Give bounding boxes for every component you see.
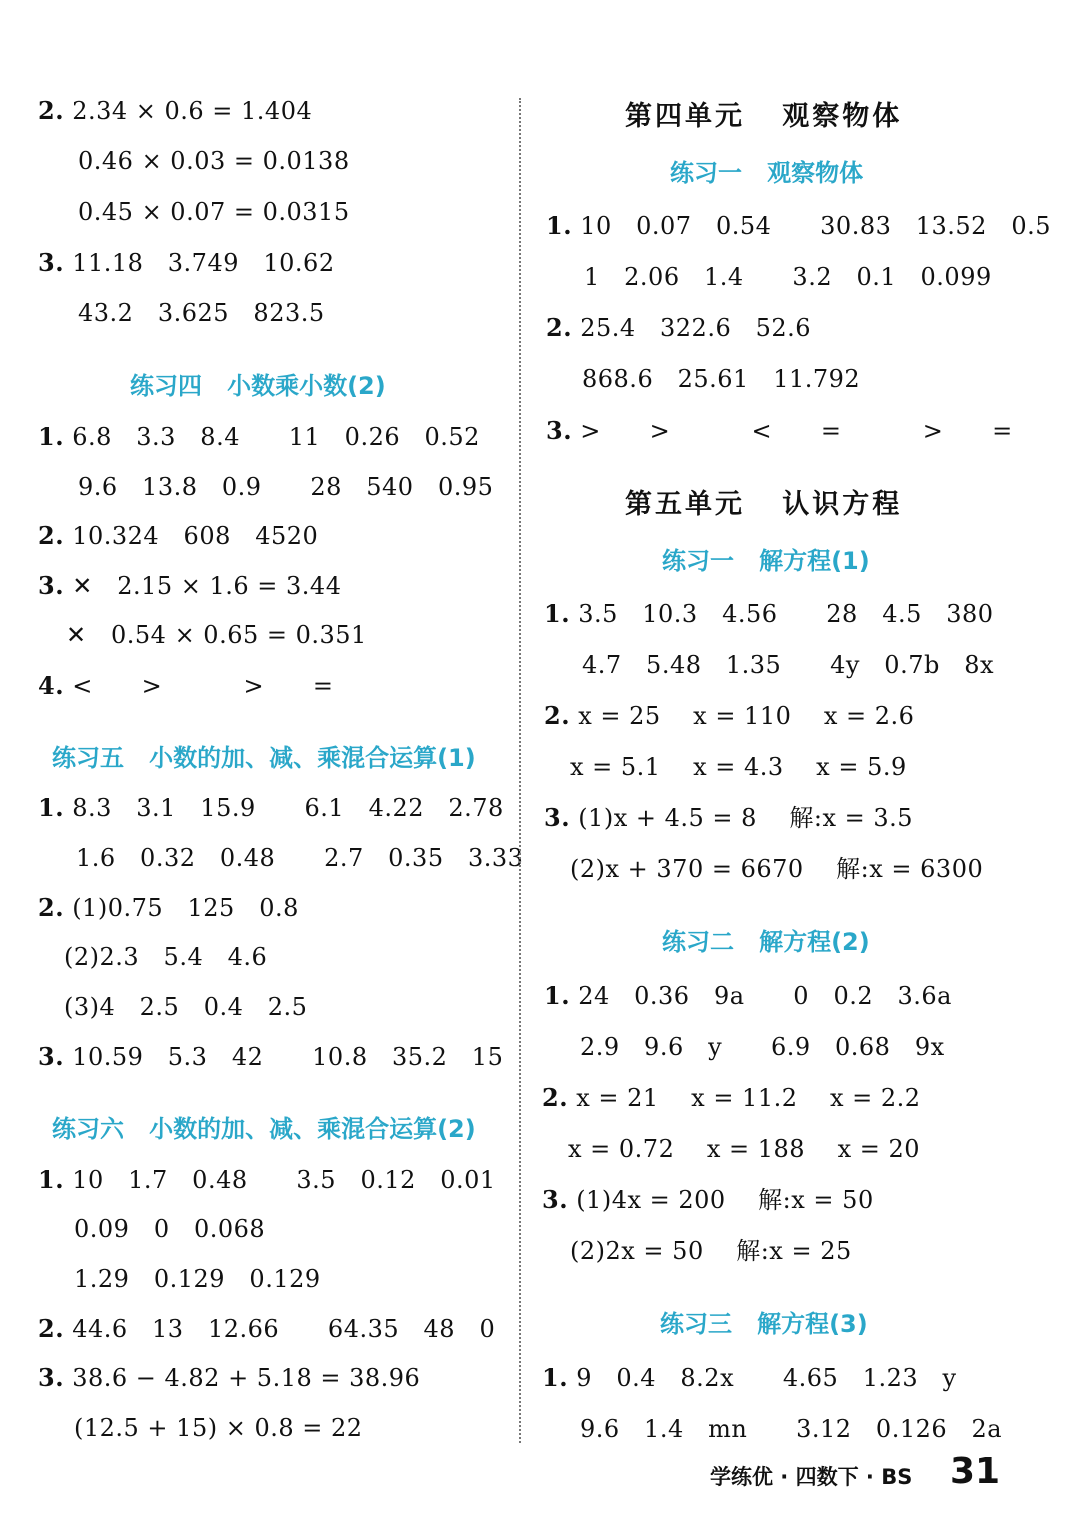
answer-text: (2)2.3 5.4 4.6: [64, 943, 268, 971]
answer-line: [64, 942, 267, 972]
answer-text: 1.6 0.32 0.48 2.7 0.35 3.33: [76, 844, 524, 872]
answer-text: (1)4x = 200 解:x = 50: [568, 1186, 874, 1214]
question-number: 1.: [544, 981, 571, 1010]
answer-text: 38.6 − 4.82 + 5.18 = 38.96: [64, 1364, 421, 1392]
answer-line: [584, 262, 992, 292]
answer-line: [544, 803, 913, 833]
answer-line: [542, 1185, 874, 1215]
answer-line: [38, 1314, 495, 1344]
question-number: 1.: [38, 1165, 65, 1194]
answer-line: [78, 298, 325, 328]
page-number: 31: [950, 1451, 1001, 1492]
answer-line: [38, 1042, 503, 1072]
answer-line: [542, 1083, 921, 1113]
answer-line: [38, 1165, 496, 1195]
answer-line: [38, 571, 341, 601]
answer-line: [38, 1363, 420, 1393]
answer-text: 1.29 0.129 0.129: [74, 1265, 321, 1293]
question-number: 2.: [546, 313, 573, 342]
answer-text: 2.9 9.6 y 6.9 0.68 9x: [580, 1033, 945, 1061]
answer-line: [38, 671, 333, 701]
answer-text: ✕ 2.15 × 1.6 = 3.44: [64, 572, 342, 600]
answer-text: 9.6 13.8 0.9 28 540 0.95: [78, 473, 494, 501]
answer-text: x = 21 x = 11.2 x = 2.2: [568, 1084, 921, 1112]
answer-text: 2.34 × 0.6 = 1.404: [64, 97, 313, 125]
exercise-heading: 练习五 小数的加、减、乘混合运算(1): [52, 744, 476, 772]
question-number: 3.: [38, 1363, 65, 1392]
answer-text: 4.7 5.48 1.35 4y 0.7b 8x: [582, 651, 995, 679]
answer-line: [78, 197, 350, 227]
question-number: 3.: [546, 416, 573, 445]
exercise-heading: 练习一 解方程(1): [662, 547, 870, 575]
question-number: 3.: [38, 1042, 65, 1071]
question-number: 2.: [544, 701, 571, 730]
answer-line: [544, 599, 994, 629]
question-number: 4.: [38, 671, 65, 700]
answer-text: < > > =: [64, 672, 334, 700]
answer-text: 3.5 10.3 4.56 28 4.5 380: [570, 600, 994, 628]
answer-text: x = 0.72 x = 188 x = 20: [568, 1135, 921, 1163]
footer-book-title: 学练优 · 四数下 · BS: [710, 1465, 913, 1489]
answer-line: [66, 620, 367, 650]
answer-line: [78, 472, 493, 502]
answer-line: [542, 1363, 957, 1393]
answer-line: [38, 422, 480, 452]
exercise-heading: 练习三 解方程(3): [660, 1310, 868, 1338]
answer-line: [580, 1414, 1002, 1444]
question-number: 2.: [38, 1314, 65, 1343]
question-number: 3.: [542, 1185, 569, 1214]
answer-text: 0.45 × 0.07 = 0.0315: [78, 198, 350, 226]
answer-text: 10.324 608 4520: [64, 522, 319, 550]
answer-line: [544, 701, 914, 731]
exercise-heading: 练习二 解方程(2): [662, 928, 870, 956]
answer-text: 43.2 3.625 823.5: [78, 299, 325, 327]
exercise-heading: 练习六 小数的加、减、乘混合运算(2): [52, 1115, 476, 1143]
answer-line: [38, 96, 312, 126]
question-number: 2.: [38, 893, 65, 922]
answer-line: [570, 752, 907, 782]
answer-text: 44.6 13 12.66 64.35 48 0: [64, 1315, 496, 1343]
answer-text: > > < = > =: [572, 417, 1013, 445]
answer-text: (1)0.75 125 0.8: [64, 894, 299, 922]
unit-heading: 第五单元 认识方程: [625, 489, 903, 520]
answer-text: (2)2x = 50 解:x = 25: [570, 1237, 852, 1265]
answer-text: 0.46 × 0.03 = 0.0138: [78, 147, 350, 175]
answer-line: [570, 1236, 852, 1266]
answer-line: [570, 854, 983, 884]
question-number: 1.: [542, 1363, 569, 1392]
answer-line: [74, 1214, 265, 1244]
answer-text: 1 2.06 1.4 3.2 0.1 0.099: [584, 263, 992, 291]
answer-text: 9.6 1.4 mn 3.12 0.126 2a: [580, 1415, 1003, 1443]
answer-text: 25.4 322.6 52.6: [572, 314, 812, 342]
answer-text: 10.59 5.3 42 10.8 35.2 15: [64, 1043, 504, 1071]
question-number: 3.: [544, 803, 571, 832]
answer-text: (12.5 + 15) × 0.8 = 22: [74, 1414, 363, 1442]
question-number: 1.: [544, 599, 571, 628]
answer-text: 8.3 3.1 15.9 6.1 4.22 2.78: [64, 794, 504, 822]
answer-text: 10 0.07 0.54 30.83 13.52 0.5: [572, 212, 1052, 240]
answer-line: [38, 521, 318, 551]
column-divider: [519, 98, 521, 1443]
answer-line: [546, 416, 1013, 446]
exercise-heading: 练习四 小数乘小数(2): [130, 372, 386, 400]
unit-heading: 第四单元 观察物体: [625, 101, 903, 132]
answer-text: 868.6 25.61 11.792: [582, 365, 861, 393]
answer-line: [64, 992, 307, 1022]
answer-text: 0.09 0 0.068: [74, 1215, 266, 1243]
answer-text: 6.8 3.3 8.4 11 0.26 0.52: [64, 423, 480, 451]
question-number: 1.: [546, 211, 573, 240]
answer-line: [38, 793, 504, 823]
question-number: 2.: [38, 96, 65, 125]
question-number: 3.: [38, 248, 65, 277]
answer-line: [582, 650, 994, 680]
question-number: 2.: [542, 1083, 569, 1112]
answer-text: x = 5.1 x = 4.3 x = 5.9: [570, 753, 907, 781]
answer-line: [582, 364, 860, 394]
answer-text: 11.18 3.749 10.62: [64, 249, 335, 277]
question-number: 1.: [38, 422, 65, 451]
answer-line: [546, 313, 811, 343]
answer-line: [544, 981, 952, 1011]
answer-text: x = 25 x = 110 x = 2.6: [570, 702, 915, 730]
answer-line: [38, 893, 299, 923]
answer-line: [74, 1264, 321, 1294]
answer-text: 10 1.7 0.48 3.5 0.12 0.01: [64, 1166, 496, 1194]
answer-text: 9 0.4 8.2x 4.65 1.23 y: [568, 1364, 957, 1392]
answer-line: [76, 843, 523, 873]
answer-line: [580, 1032, 945, 1062]
answer-text: (3)4 2.5 0.4 2.5: [64, 993, 308, 1021]
question-number: 1.: [38, 793, 65, 822]
answer-text: ✕ 0.54 × 0.65 = 0.351: [66, 621, 367, 649]
question-number: 2.: [38, 521, 65, 550]
exercise-heading: 练习一 观察物体: [670, 159, 864, 187]
answer-line: [568, 1134, 920, 1164]
answer-text: (1)x + 4.5 = 8 解:x = 3.5: [570, 804, 914, 832]
answer-line: [546, 211, 1051, 241]
answer-line: [38, 248, 335, 278]
answer-text: 24 0.36 9a 0 0.2 3.6a: [570, 982, 952, 1010]
question-number: 3.: [38, 571, 65, 600]
answer-line: [74, 1413, 363, 1443]
answer-line: [78, 146, 350, 176]
answer-text: (2)x + 370 = 6670 解:x = 6300: [570, 855, 984, 883]
